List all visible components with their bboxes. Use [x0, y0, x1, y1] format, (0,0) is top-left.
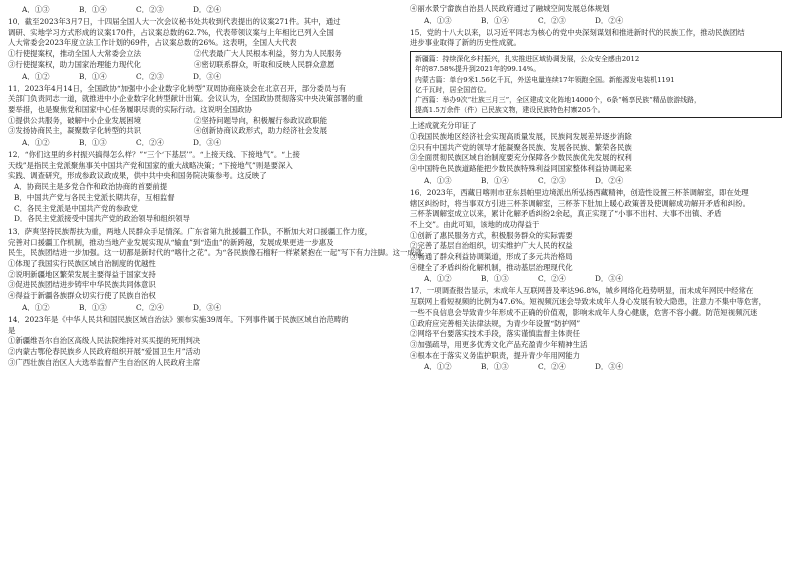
option-a: A．①② [22, 71, 50, 81]
q10-item: ①行使提案权，推动全国人大常委会立法 [8, 49, 142, 59]
option-b: B．①③ [481, 274, 509, 284]
material-line: 广西篇：举办9次“壮族三月三”，全区建成文化阵地14000个，6条“畅享民族”精品旅游线路， [415, 95, 701, 104]
q17-line: 一些不良信息会导致青少年形成不正确的价值观，影响未成年人身心健康，危害不容小觑。防范短视频沉迷 [410, 307, 758, 317]
option-c: C．②④ [538, 274, 566, 284]
q12-choice: D．各民主党派接受中国共产党的政治领导和组织领导 [14, 214, 190, 224]
q13-line: 民生，民族团结进一步加强。这一切都是新时代的“喀什之花”。为“各民族像石榴籽一样紧紧抱在一起”写下有力注脚。这一成就 [8, 248, 423, 258]
q17-line: 17．一项调查报告显示，未成年人互联网普及率达96.8%，城乡网络化趋势明显，而未成年网民中经常在 [410, 286, 754, 296]
option-b: B．①④ [481, 15, 509, 25]
q14-item: ②内蒙古鄂伦春民族乡人民政府组织开展“爱国卫生月”活动 [8, 346, 201, 356]
option-d: D．③④ [193, 71, 222, 81]
left-column [8, 4, 423, 368]
q10-line: 人大常委会2023年度立法工作计划的69件，占议案总数的26%。这表明，全国人大代表 [8, 38, 297, 48]
q16-item: ③畅通了群众利益协调渠道，形成了多元共治格局 [410, 252, 573, 262]
q13-line: 13．萨爽坚持民族帮扶为重，两地人民群众手足情深。广东省第九批援疆工作队，不断加大对口援疆工作力度， [8, 226, 373, 236]
q11-line: 11．2023年4月14日，全国政协“加强中小企业数字化转型”双周协商座谈会在北京召开，部分委员与有 [8, 83, 347, 93]
option-a: A．①③ [424, 175, 452, 185]
option-b: B．①④ [481, 175, 509, 185]
q16-item: ②完善了基层自治组织，切实维护广大人民的权益 [410, 241, 573, 251]
option-b: B．①③ [79, 138, 107, 148]
option-a: A．①② [424, 274, 452, 284]
option-c: C．②③ [538, 15, 566, 25]
option-d: D．②④ [595, 15, 624, 25]
q10-item: ③行使提案权，助力国家治理能力现代化 [8, 59, 142, 69]
q11-line: 要举措，也是聚焦党和国家中心任务履职尽责的实际行动。这说明全国政协 [8, 104, 252, 114]
q14-line: 14．2023年是《中华人民共和国民族区域自治法》颁布实施39周年。下列事件属于民族区域自治范畴的 [8, 314, 349, 324]
answer-options [410, 273, 782, 284]
option-c: C．②④ [538, 362, 566, 372]
q16-line: 不上交”。由此可知，该地的成功得益于 [410, 219, 540, 229]
q17-line: 互联网上看短视频的比例为47.6%。短视频沉迷会导致未成年人身心发展有较大隐患，注意力不集中等危害， [410, 297, 767, 307]
option-c: C．②③ [136, 71, 164, 81]
q17-item: ①政府应完善相关法律法规，为青少年设置“防护网” [410, 318, 581, 328]
q11-item: ③发扬协商民主，凝聚数字化转型的共识 [8, 126, 142, 136]
option-d: D．②④ [595, 175, 624, 185]
question-16 [410, 188, 782, 285]
material-line: 年的87.58%提升到2021年的99.14%。 [415, 65, 541, 74]
material-line: 亿千瓦时，居全国首位。 [415, 85, 491, 94]
q12-line: 12．“你们这里的乡村振兴搞得怎么样？”“三个‘下基层’”。“上接天线、下接地气”。“上接 [8, 150, 300, 160]
material-line: 提高1.5万余件（件）已民族文物，建设民族特色村寨205个。 [415, 106, 605, 115]
q11-item: ②坚持问题导向，积极履行参政议政职能 [194, 115, 328, 125]
answer-options [410, 361, 782, 372]
right-column [410, 4, 782, 372]
option-a: A．①② [424, 362, 452, 372]
q16-line: 辖区纠纷时，将当事双方引进三杯茶调解室，三杯茶下肚加上暖心政策普及使调解成功解开矛盾和纠纷。 [410, 198, 750, 208]
answer-options [8, 71, 380, 82]
material-line: 内蒙古篇：单台9米1.56亿千瓦，外送电量连续17年领跑全国。新能源发电装机1191 [415, 75, 675, 84]
q14-item: ③广西壮族自治区人大选举监督产生自治区的人民政府主席 [8, 357, 201, 367]
q14-item: ④丽水景宁畲族自治县人民政府通过了融城空间发展总体规划 [410, 4, 610, 13]
q10-item: ④密切联系群众，听取和反映人民群众意愿 [194, 59, 335, 69]
option-a: A．①③ [424, 15, 452, 25]
question-10 [8, 17, 380, 82]
question-17 [410, 286, 782, 372]
answer-options [8, 4, 380, 15]
option-a: A．①③ [22, 5, 50, 14]
q12-line: 天线”是指民主党派聚焦事关中国共产党和国家的重大战略决策；“下接地气”则是要深入 [8, 160, 293, 170]
q13-item: ④得益于新疆各族群众切实行使了民族自治权 [8, 291, 156, 301]
question-15 [410, 28, 782, 186]
q12-choice: B．中国共产党与各民主党派长期共存，互相监督 [14, 192, 175, 202]
q16-line: 16．2023年，西藏日喀则市亚东县帕里边境派出所弘扬西藏精神，创造性设置三杯茶调解室，即在处理 [410, 187, 749, 197]
material-line: 新疆篇：持续深化乡村振兴，扎实推进区域协调发展，公众安全感由2012 [415, 55, 640, 64]
q15-item: ①我国民族地区经济社会实现高质量发展，民族间发展差异逐步消除 [410, 132, 632, 142]
q13-item: ①体现了我国实行民族区域自治制度的优越性 [8, 259, 156, 269]
q12-choice: A．协商民主是多党合作和政治协商的首要前提 [14, 182, 168, 192]
option-c: C．②④ [136, 302, 164, 312]
question-11 [8, 84, 380, 149]
q13-line: 完善对口援疆工作机制，推动当地产业发展实现从“输血”到“造血”的新跨越，发展成果更进一步惠及 [8, 237, 334, 247]
q15-item: ③全面贯彻民族区域自治制度要充分保障各少数民族优先发展的权利 [410, 153, 632, 163]
option-c: C．②③ [538, 175, 566, 185]
q10-line: 10．截至2023年3月7日，十四届全国人大一次会议秘书处共收到代表提出的议案271件。其中，通过 [8, 17, 341, 26]
q15-item: ④中国特色民族道路能把少数民族特殊利益同国家整体利益协调起来 [410, 164, 632, 174]
question-12 [8, 150, 380, 225]
q12-choice: C．各民主党派是中国共产党的参政党 [14, 203, 138, 213]
option-b: B．①④ [79, 5, 107, 14]
q14-line: 是 [8, 325, 16, 335]
q17-item: ③加强疏导，用更多优秀文化产品充盈青少年精神生活 [410, 339, 588, 349]
material-box [410, 51, 782, 118]
question-13 [8, 226, 423, 313]
option-d: D．②④ [193, 5, 222, 14]
question-14 [8, 315, 380, 369]
option-d: D．③④ [193, 302, 222, 312]
answer-options [410, 175, 782, 186]
option-d: D．③④ [193, 138, 222, 148]
q16-item: ①创新了惠民服务方式，积极服务群众的实际需要 [410, 230, 573, 240]
q15-item: ②只有中国共产党的领导才能凝聚各民族、发展各民族、繁荣各民族 [410, 142, 632, 152]
option-a: A．①② [22, 302, 50, 312]
q13-item: ③促进民族团结进步铸牢中华民族共同体意识 [8, 280, 156, 290]
q11-line: 关部门负责同志一道，就推进中小企业数字化转型献计出策。会议认为，全国政协贯彻落实中央决策部署的重 [8, 94, 363, 104]
option-b: B．①③ [481, 362, 509, 372]
q11-item: ①提供公共服务，破解中小企业发展困境 [8, 115, 142, 125]
option-d: D．③④ [595, 274, 624, 284]
q14-item: ①新疆维吾尔自治区高级人民法院维持对买买提的死刑判决 [8, 336, 201, 346]
q15-line: 进步事业取得了新的历史性成就。 [410, 38, 521, 48]
q11-item: ④创新协商议政形式，助力经济社会发展 [194, 126, 328, 136]
option-b: B．①③ [79, 302, 107, 312]
answer-options [8, 302, 380, 313]
option-a: A．①② [22, 138, 50, 148]
option-d: D．③④ [595, 362, 624, 372]
q17-item: ④根本在于落实义务监护职责，提升青少年用网能力 [410, 350, 580, 360]
q15-stem: 上述成就充分印证了 [410, 121, 477, 131]
option-c: C．②③ [136, 5, 164, 14]
q10-item: ②代表最广大人民根本利益，努力为人民服务 [194, 49, 342, 59]
answer-options [8, 137, 380, 148]
q16-line: 三杯茶调解室成立以来，累计化解矛盾纠纷2余起，真正实现了“小事不出村、大事不出镇、矛盾 [410, 209, 722, 219]
answer-options [410, 15, 782, 26]
q13-item: ②说明新疆地区繁荣发展主要得益于国家支持 [8, 269, 156, 279]
q10-line: 调研、实地学习方式形成的议案170件，占议案总数的62.7%，代表带领议案与上年相比已列入全国 [8, 27, 334, 37]
option-c: C．②④ [136, 138, 164, 148]
option-b: B．①④ [79, 71, 107, 81]
q16-item: ④健全了矛盾纠纷化解机制，推动基层治理现代化 [410, 262, 573, 272]
q15-line: 15．党的十八大以来，以习近平同志为核心的党中央深刻谋划和推进新时代的民族工作，推动民族团结 [410, 27, 745, 37]
q12-line: 实践、调查研究，形成参政议政成果，供中共中央和国务院决策参考。这反映了 [8, 171, 267, 181]
q17-item: ②网络平台要落实技术手段，落实谨慎监督主体责任 [410, 329, 580, 339]
